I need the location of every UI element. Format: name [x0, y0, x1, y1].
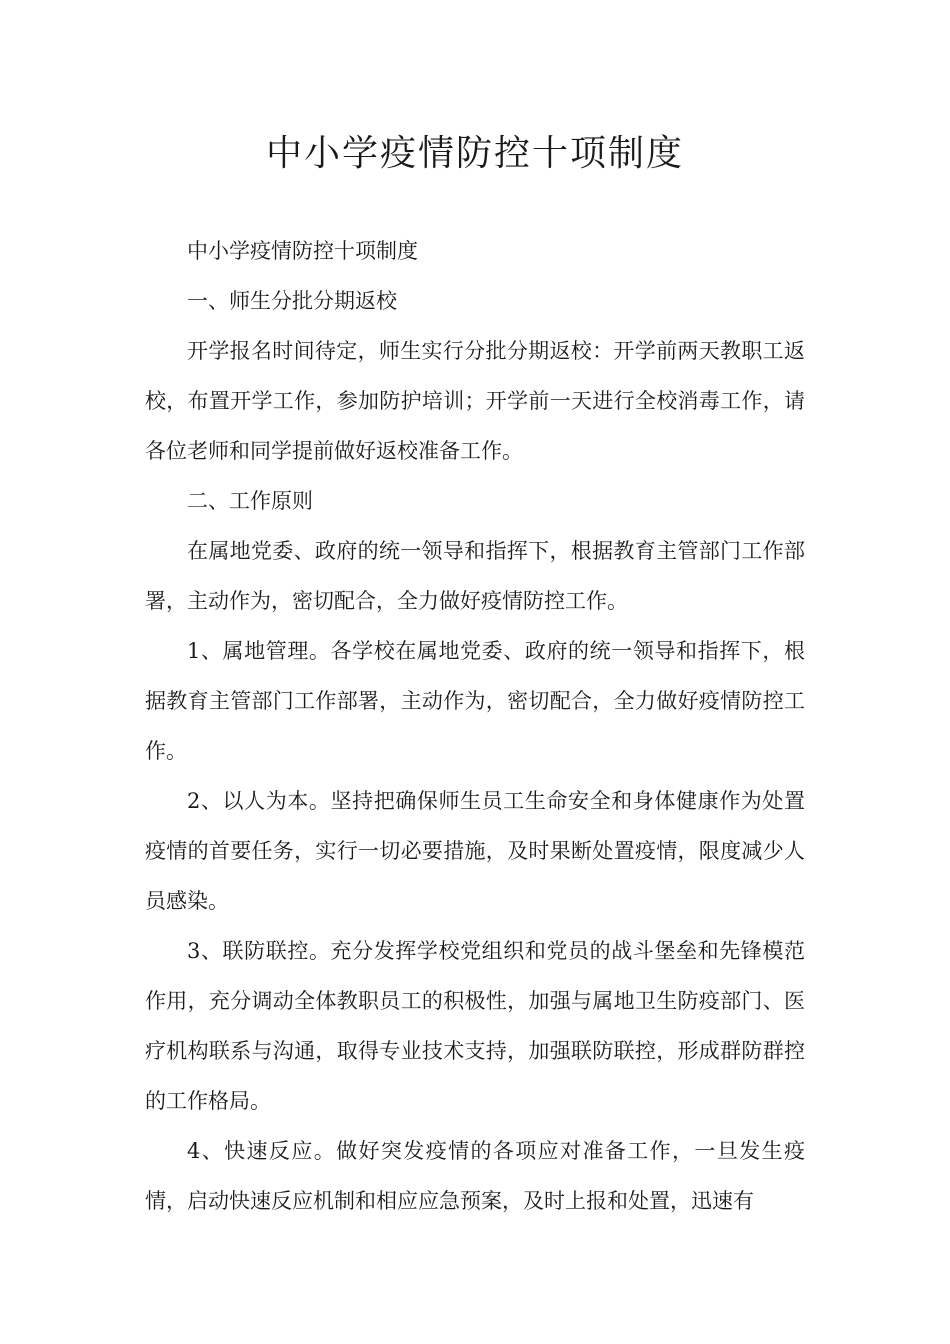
section-heading-return-schedule: 一、师生分批分期返校 [187, 289, 397, 313]
paragraph-principle-1: 1、属地管理。各学校在属地党委、政府的统一领导和指挥下，根据教育主管部门工作部署，主动作为，密切配合，全力做好疫情防控工作。 [145, 639, 805, 763]
paragraph-work-principles: 在属地党委、政府的统一领导和指挥下，根据教育主管部门工作部署，主动作为，密切配合，全力做好疫情防控工作。 [145, 539, 805, 613]
paragraph-principle-2: 2、以人为本。坚持把确保师生员工生命安全和身体健康作为处置疫情的首要任务，实行一切必要措施，及时果断处置疫情，限度减少人员感染。 [145, 789, 805, 913]
paragraph-return-schedule: 开学报名时间待定，师生实行分批分期返校：开学前两天教职工返校，布置开学工作，参加防护培训；开学前一天进行全校消毒工作，请各位老师和同学提前做好返校准备工作。 [145, 339, 805, 463]
document-title: 中小学疫情防控十项制度 [265, 133, 684, 174]
paragraph-principle-4: 4、快速反应。做好突发疫情的各项应对准备工作，一旦发生疫情，启动快速反应机制和相应应急预案，及时上报和处置，迅速有 [145, 1139, 805, 1213]
document-body [145, 226, 805, 1226]
paragraph-principle-3: 3、联防联控。充分发挥学校党组织和党员的战斗堡垒和先锋模范作用，充分调动全体教职员工的积极性，加强与属地卫生防疫部门、医疗机构联系与沟通，取得专业技术支持，加强联防联控，形成群防群控的工作格局。 [145, 939, 805, 1113]
paragraph-subtitle: 中小学疫情防控十项制度 [187, 239, 418, 263]
section-heading-work-principles: 二、工作原则 [187, 489, 313, 513]
